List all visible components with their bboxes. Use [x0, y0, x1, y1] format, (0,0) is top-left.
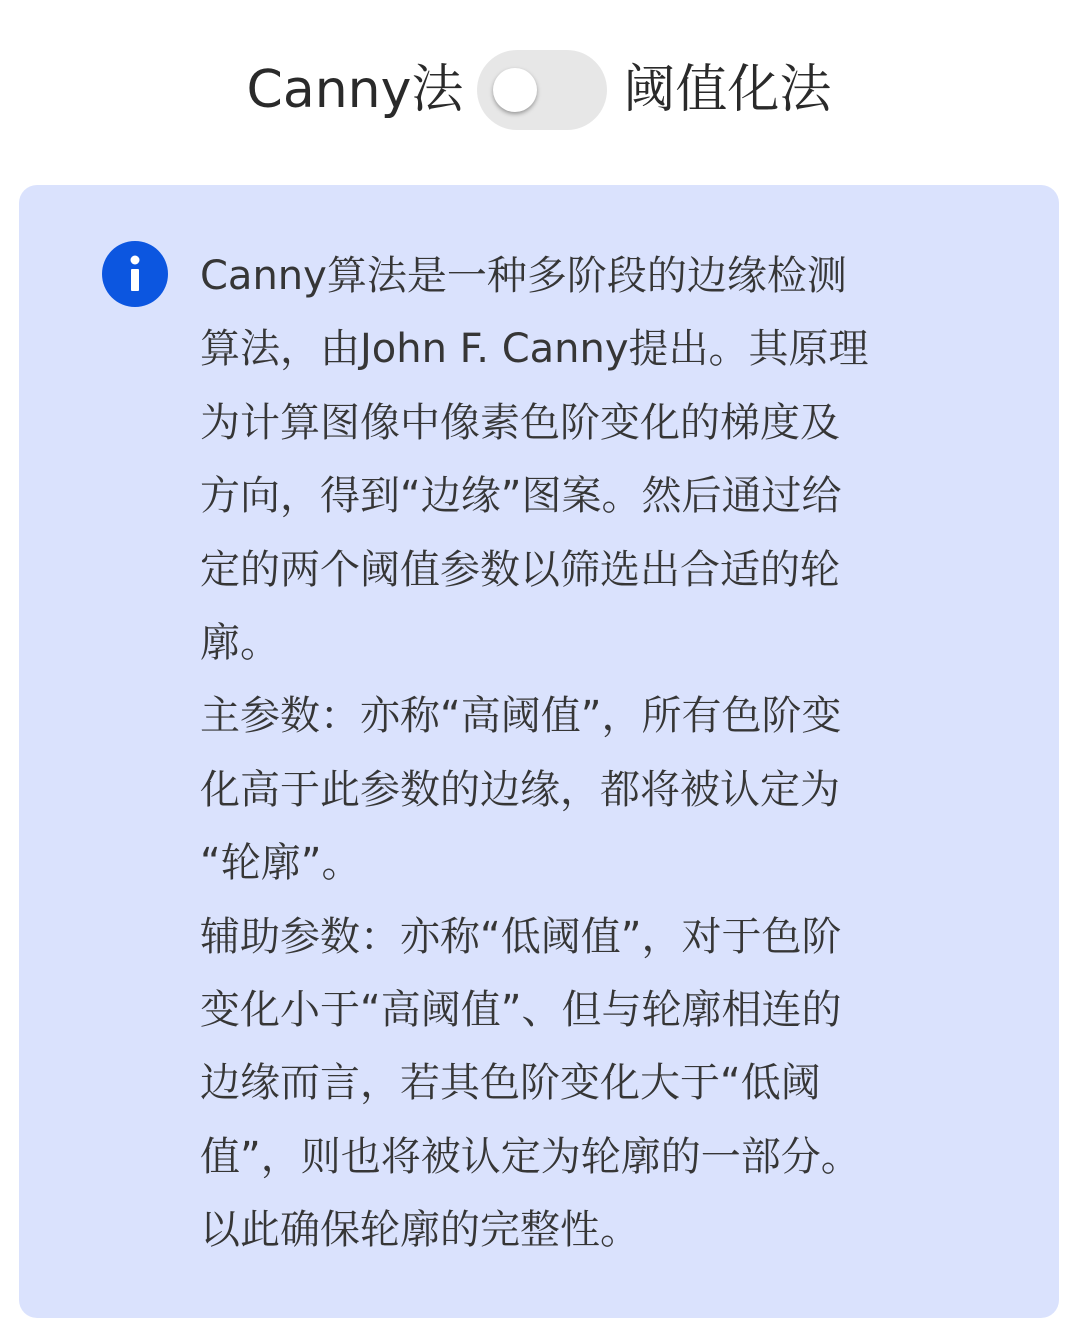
- info-line: 边缘而言，若其色阶变化大于“低阈: [200, 1060, 821, 1107]
- mode-switch: [0, 50, 1078, 130]
- threshold-method-label[interactable]: 阈值化法: [623, 60, 832, 120]
- info-icon: [102, 241, 168, 307]
- info-line: 化高于此参数的边缘，都将被认定为: [200, 766, 840, 813]
- canny-method-label[interactable]: Canny法: [246, 60, 464, 120]
- info-line: “轮廓”。: [200, 840, 362, 887]
- info-line: 以此确保轮廓的完整性。: [200, 1207, 640, 1254]
- toggle-knob[interactable]: [493, 68, 537, 112]
- info-line: 主参数：亦称“高阈值”，所有色阶变: [200, 693, 842, 740]
- info-line: 定的两个阈值参数以筛选出合适的轮: [200, 546, 840, 593]
- info-description: [200, 240, 1000, 1268]
- info-line: 方向，得到“边缘”图案。然后通过给: [200, 473, 842, 520]
- info-line: 变化小于“高阈值”、但与轮廓相连的: [200, 987, 842, 1034]
- info-line: 算法，由John F. Canny提出。其原理: [200, 326, 869, 373]
- info-line: 廓。: [200, 620, 280, 667]
- info-line: 值”，则也将被认定为轮廓的一部分。: [200, 1133, 861, 1180]
- info-line: 为计算图像中像素色阶变化的梯度及: [200, 399, 840, 446]
- info-line: Canny算法是一种多阶段的边缘检测: [200, 253, 847, 299]
- method-toggle-switch[interactable]: [477, 50, 607, 130]
- info-line: 辅助参数：亦称“低阈值”，对于色阶: [200, 913, 842, 960]
